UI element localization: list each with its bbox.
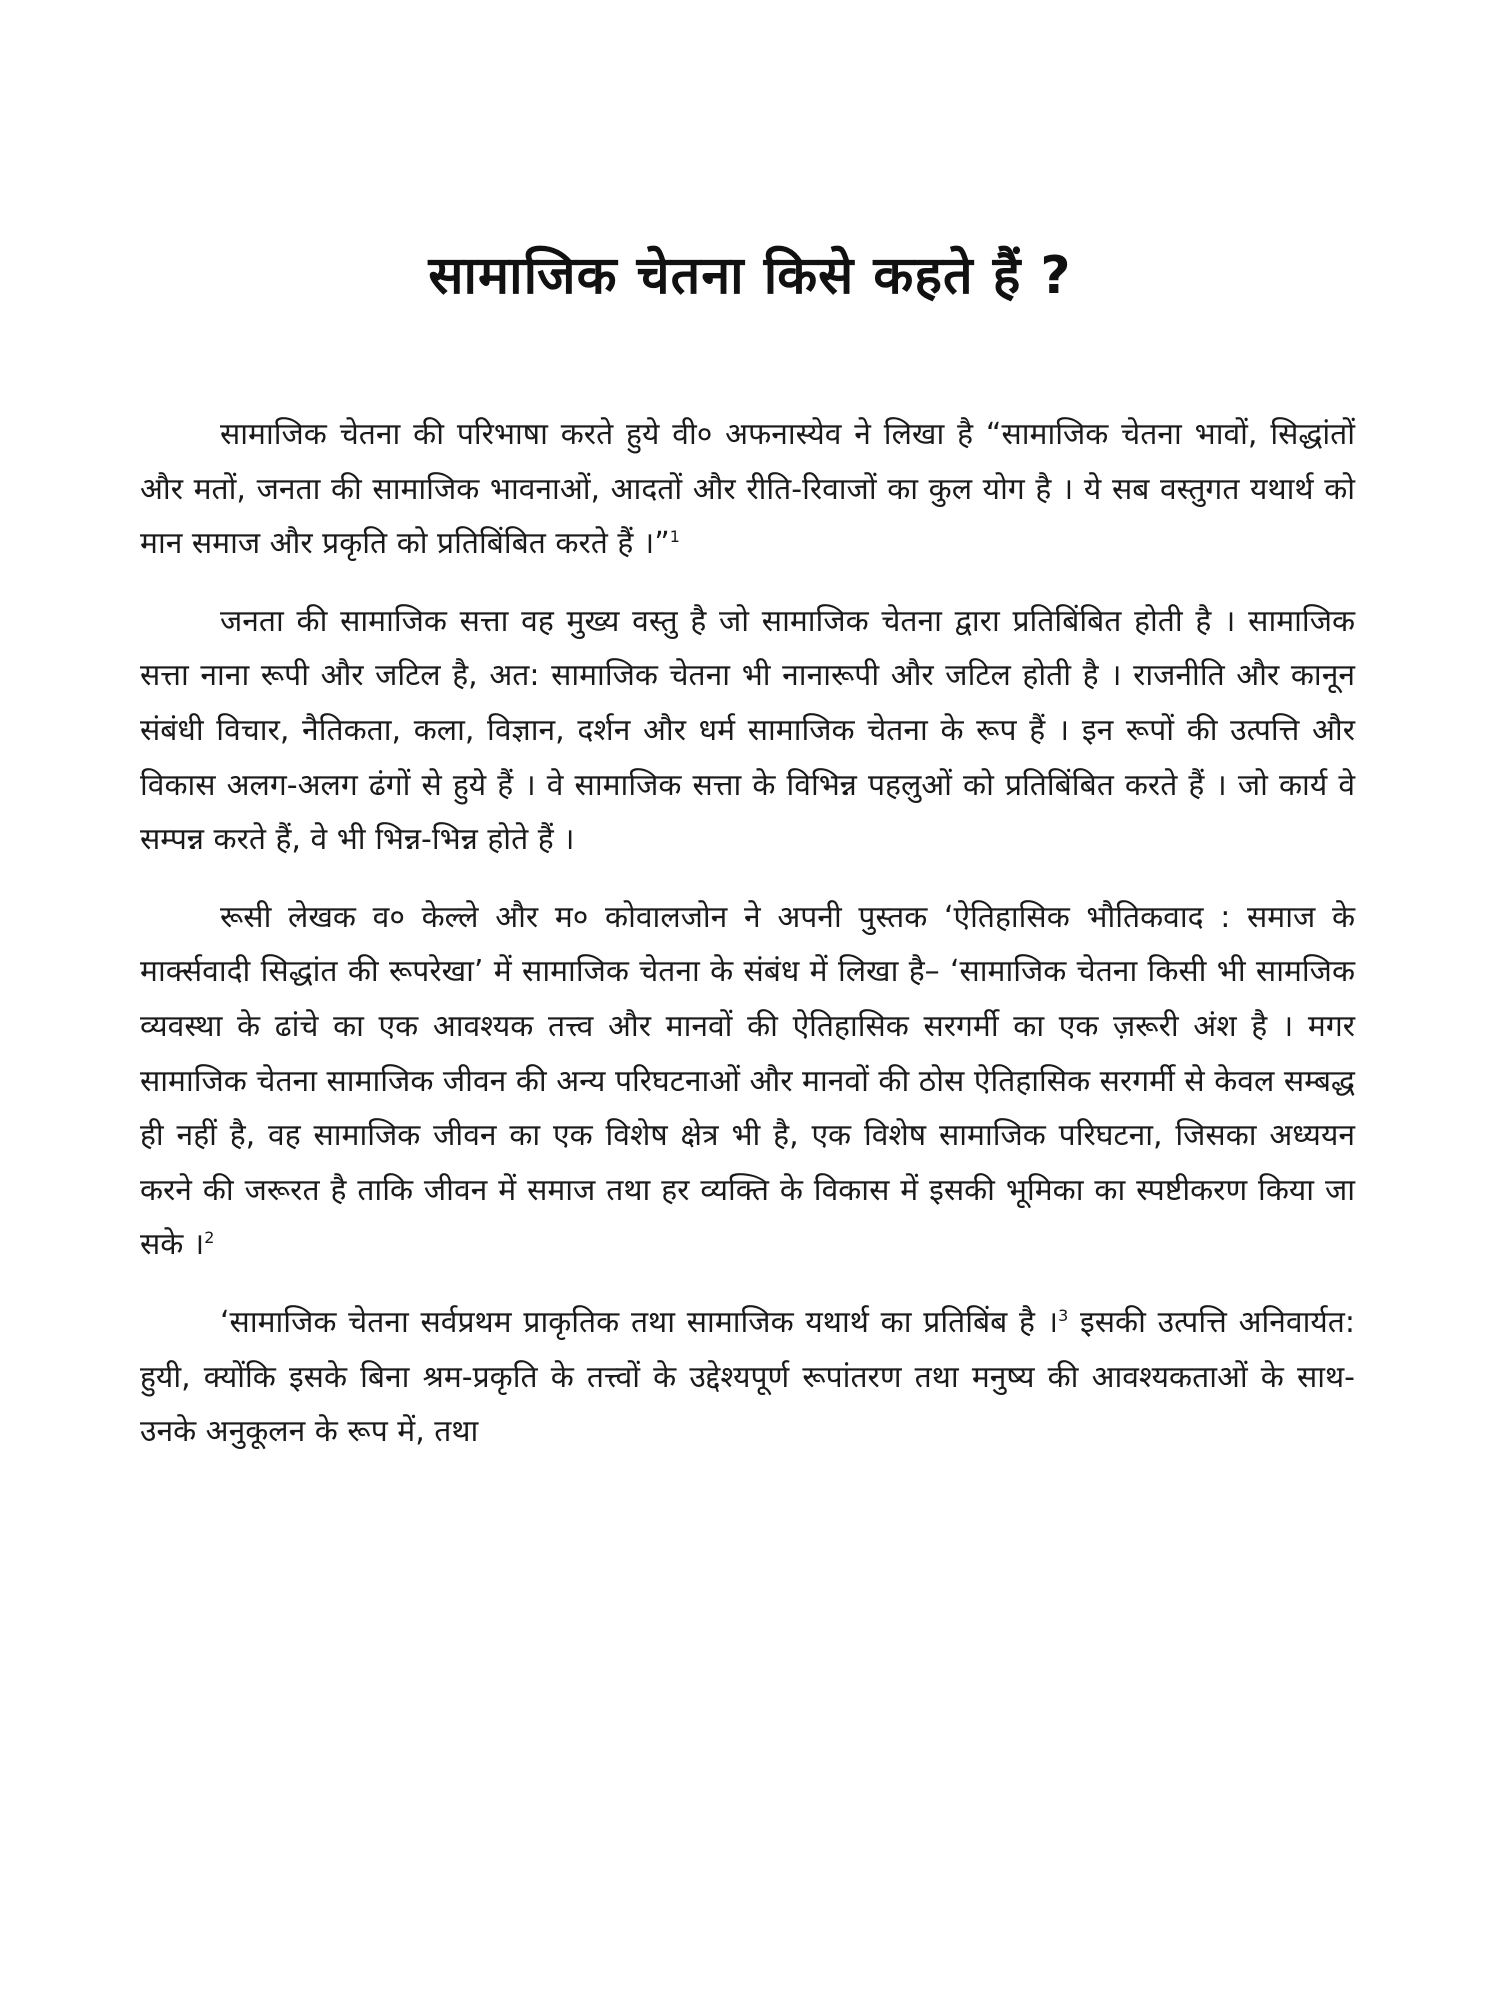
paragraph-2: [140, 595, 1355, 868]
body-text: [140, 408, 1355, 1483]
paragraph-text: जनता की सामाजिक सत्ता वह मुख्य वस्तु है जो सामाजिक चेतना द्वारा प्रतिबिंबित होती है । सामाजिक सत्ता नाना रूपी और जटिल है, अत: सामाजिक चेतना भी नानारूपी और जटिल होती है । राजनीति और कानून संबंधी विचार, नैतिकता, कला, विज्ञान, दर्शन और धर्म सामाजिक चेतना के रूप हैं । इन रूपों की उत्पत्ति और विकास अलग-अलग ढंगों से हुये हैं । वे सामाजिक सत्ता के विभिन्न पहलुओं को प्रतिबिंबित करते हैं । जो कार्य वे सम्पन्न करते हैं, वे भी भिन्न-भिन्न होते हैं ।: [140, 603, 1355, 858]
paragraph-4: [140, 1296, 1355, 1460]
paragraph-3: [140, 891, 1355, 1273]
paragraph-continuation: इसकी उत्पत्ति अनिवार्यत: हुयी, क्योंकि इसके बिना श्रम-प्रकृति के तत्त्वों के उद्देश्यपूर्ण रूपांतरण तथा मनुष्य की आवश्यकताओं के साथ- उनके अनुकूलन के रूप में, तथा: [140, 1304, 1355, 1450]
footnote-marker: 2: [204, 1228, 215, 1248]
paragraph-text: ‘सामाजिक चेतना सर्वप्रथम प्राकृतिक तथा सामाजिक यथार्थ का प्रतिबिंब है ।: [220, 1304, 1059, 1340]
paragraph-text: सामाजिक चेतना की परिभाषा करते हुये वी० अफनास्येव ने लिखा है “सामाजिक चेतना भावों, सिद्धांतों और मतों, जनता की सामाजिक भावनाओं, आदतों और रीति-रिवाजों का कुल योग है । ये सब वस्तुगत यथार्थ को मान समाज और प्रकृति को प्रतिबिंबित करते हैं ।”: [140, 417, 1355, 562]
page-title: सामाजिक चेतना किसे कहते हैं ?: [428, 246, 1072, 306]
footnote-marker: 1: [669, 527, 680, 547]
footnote-marker: 3: [1058, 1305, 1069, 1325]
paragraph-text: रूसी लेखक व० केल्ले और म० कोवालजोन ने अपनी पुस्तक ‘ऐतिहासिक भौतिकवाद : समाज के मार्क्सवादी सिद्धांत की रूपरेखा’ में सामाजिक चेतना के संबंध में लिखा है– ‘सामाजिक चेतना किसी भी सामजिक व्यवस्था के ढांचे का एक आवश्यक तत्त्व और मानवों की ऐतिहासिक सरगर्मी का एक ज़रूरी अंश है । मगर सामाजिक चेतना सामाजिक जीवन की अन्य परिघटनाओं और मानवों की ठोस ऐतिहासिक सरगर्मी से केवल सम्बद्ध ही नहीं है, वह सामाजिक जीवन का एक विशेष क्षेत्र भी है, एक विशेष सामाजिक परिघटना, जिसका अध्ययन करने की जरूरत है ताकि जीवन में समाज तथा हर व्यक्ति के विकास में इसकी भूमिका का स्पष्टीकरण किया जा सके ।: [140, 899, 1355, 1263]
paragraph-1: [140, 408, 1355, 572]
